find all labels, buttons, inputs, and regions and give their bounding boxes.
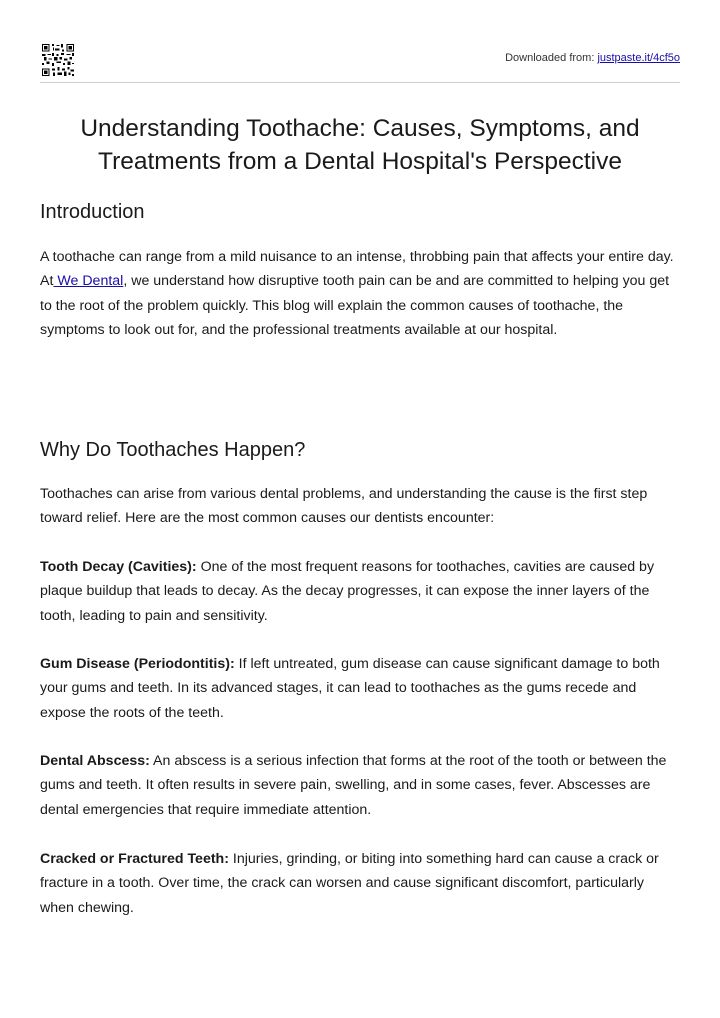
cause-item: [40, 652, 680, 725]
intro-rest: , we understand how disruptive tooth pain can be and are committed to helping you get to the root of the problem quickly. This blog will explain the common causes of toothache, the symptoms to look out for, and the professional treatments available at our hospital.: [40, 273, 670, 338]
intro-text: A toothache can range from a mild nuisance to an intense, throbbing pain that affects your entire day.: [40, 249, 674, 265]
cause-term: Cracked or Fractured Teeth:: [40, 851, 229, 867]
cause-item: [40, 749, 680, 822]
cause-text: If left untreated, gum disease can cause significant damage to both your gums and teeth. In its advanced stages, it can lead to toothaches as the gums recede and expose the roots of the teeth.: [40, 656, 660, 721]
why-intro-paragraph: Toothaches can arise from various dental problems, and understanding the cause is the first step toward relief. Here are the most common causes our dentists encounter:: [40, 486, 648, 527]
source-link[interactable]: justpaste.it/4cf5o: [597, 52, 680, 64]
cause-term: Gum Disease (Periodontitis):: [40, 656, 235, 672]
cause-term: Dental Abscess:: [40, 753, 150, 769]
page-title: Understanding Toothache: Causes, Symptoms, and Treatments from a Dental Hospital's Perspective: [80, 115, 640, 175]
qr-code-icon: [42, 44, 74, 76]
cause-term: Tooth Decay (Cavities):: [40, 559, 197, 575]
source-line: [505, 52, 680, 64]
intro-paragraph: [40, 245, 680, 342]
intro-prefix: At: [40, 273, 54, 290]
cause-item: [40, 847, 680, 920]
cause-text: One of the most frequent reasons for toothaches, cavities are caused by plaque buildup that leads to decay. As the decay progresses, it can expose the inner layers of the tooth, leading to pain and sensitivity.: [40, 559, 655, 624]
section-heading-introduction: Introduction: [40, 201, 145, 223]
cause-text: Injuries, grinding, or biting into something hard can cause a crack or fracture in a tooth. Over time, the crack can worsen and cause significant discomfort, particularly when chewing.: [40, 851, 659, 916]
we-dental-link[interactable]: We Dental: [53, 273, 124, 290]
cause-text: An abscess is a serious infection that forms at the root of the tooth or between the gums and teeth. It often results in severe pain, swelling, and in some cases, fever. Abscesses are dental emergencies that require immediate attention.: [40, 753, 667, 818]
cause-item: [40, 555, 680, 628]
section-heading-why: Why Do Toothaches Happen?: [40, 439, 306, 461]
downloaded-label: Downloaded from:: [505, 52, 598, 64]
page-header: [40, 42, 680, 83]
